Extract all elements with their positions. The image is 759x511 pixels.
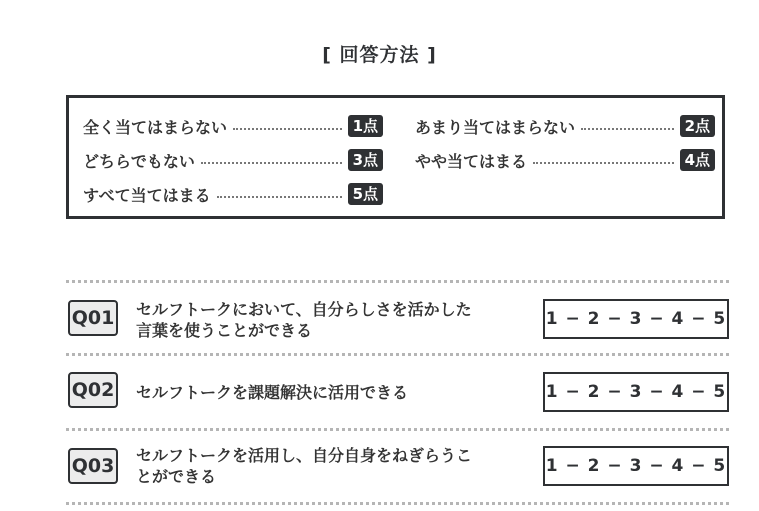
legend-label: あまり当てはまらない	[415, 117, 576, 137]
rating-scale[interactable]: 1 − 2 − 3 − 4 − 5	[543, 372, 729, 412]
legend-item-4	[415, 148, 715, 172]
question-number: Q02	[68, 372, 118, 408]
legend-item-5	[83, 182, 383, 206]
divider	[66, 280, 729, 283]
question-text-line: セルフトークを課題解決に活用できる	[136, 383, 409, 402]
legend-label: どちらでもない	[83, 151, 195, 171]
question-text-line: とができる	[136, 467, 217, 486]
divider	[66, 428, 729, 431]
rating-scale[interactable]: 1 − 2 − 3 − 4 − 5	[543, 299, 729, 339]
score-badge: 4点	[680, 149, 715, 171]
legend-item-2	[415, 114, 715, 138]
page-title: [ 回答方法 ]	[322, 44, 437, 66]
question-number: Q03	[68, 448, 118, 484]
score-badge: 2点	[680, 115, 715, 137]
dotted-leader	[201, 162, 342, 164]
question-text-line: セルフトークにおいて、自分らしさを活かした	[136, 300, 472, 319]
question-row-q02	[66, 363, 729, 423]
dotted-leader	[533, 162, 674, 164]
question-number: Q01	[68, 300, 118, 336]
score-badge: 1点	[348, 115, 383, 137]
question-text	[136, 299, 536, 341]
score-badge: 5点	[348, 183, 383, 205]
answer-method-legend	[66, 95, 725, 219]
question-text	[136, 445, 536, 487]
legend-label: やや当てはまる	[415, 151, 528, 171]
question-row-q03	[66, 438, 729, 498]
dotted-leader	[233, 128, 342, 130]
legend-label: 全く当てはまらない	[83, 117, 228, 137]
question-text-line: 言葉を使うことができる	[136, 321, 313, 340]
dotted-leader	[581, 128, 674, 130]
question-row-q01	[66, 290, 729, 350]
legend-item-3	[83, 148, 383, 172]
rating-scale[interactable]: 1 − 2 − 3 − 4 − 5	[543, 446, 729, 486]
legend-item-1	[83, 114, 383, 138]
divider	[66, 502, 729, 505]
question-text-line: セルフトークを活用し、自分自身をねぎらうこ	[136, 446, 473, 465]
dotted-leader	[217, 196, 342, 198]
divider	[66, 353, 729, 356]
score-badge: 3点	[348, 149, 383, 171]
legend-label: すべて当てはまる	[83, 185, 211, 205]
question-text	[136, 382, 536, 403]
